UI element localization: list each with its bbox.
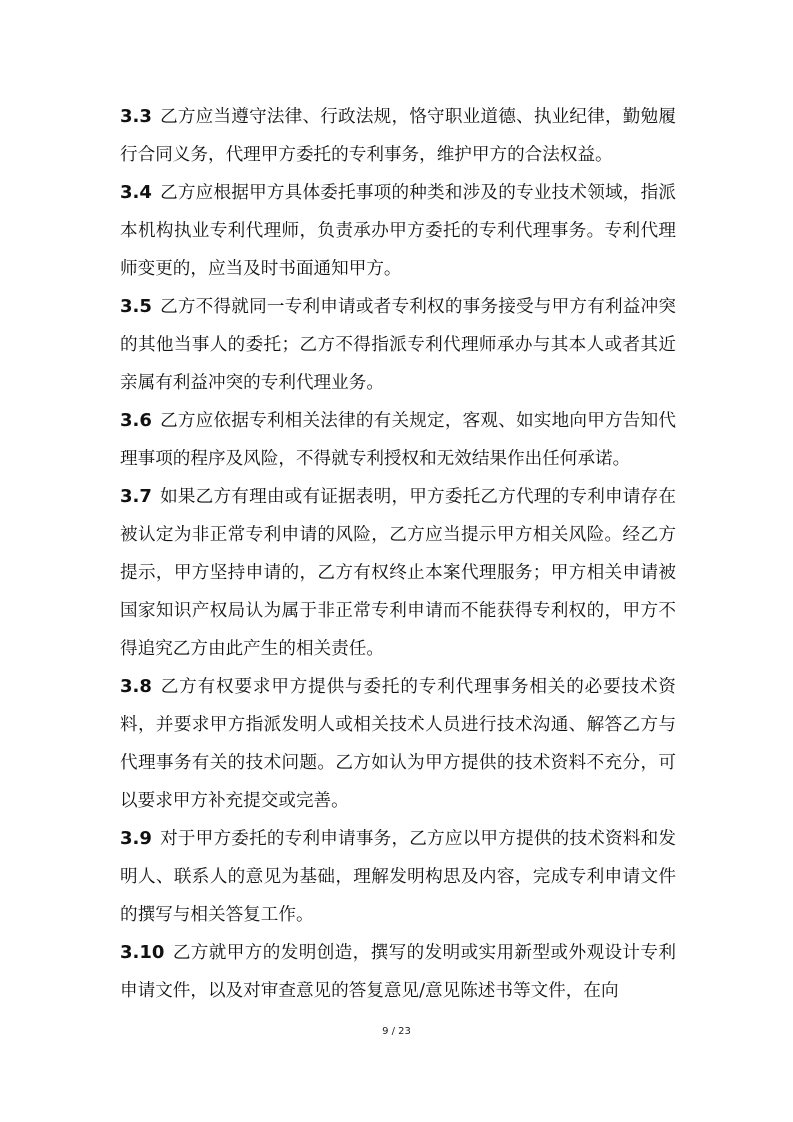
clause-text: 乙方应依据专利相关法律的有关规定，客观、如实地向甲方告知代理事项的程序及风险，不得就专利授权和无效结果作出任何承诺。 — [120, 411, 676, 469]
clause-text: 乙方就甲方的发明创造，撰写的发明或实用新型或外观设计专利申请文件，以及对审查意见的答复意见/意见陈述书等文件，在向 — [120, 943, 676, 1001]
clause-number: 3.6 — [120, 410, 152, 431]
clause-text: 对于甲方委托的专利申请事务，乙方应以甲方提供的技术资料和发明人、联系人的意见为基础，理解发明构思及内容，完成专利申请文件的撰写与相关答复工作。 — [120, 829, 676, 925]
clause-3-6 — [120, 402, 676, 478]
clause-3-3 — [120, 98, 676, 174]
clause-text: 乙方有权要求甲方提供与委托的专利代理事务相关的必要技术资料，并要求甲方指派发明人或相关技术人员进行技术沟通、解答乙方与代理事务有关的技术问题。乙方如认为甲方提供的技术资料不充分，可以要求甲方补充提交或完善。 — [120, 677, 676, 811]
clause-text: 如果乙方有理由或有证据表明，甲方委托乙方代理的专利申请存在被认定为非正常专利申请的风险，乙方应当提示甲方相关风险。经乙方提示，甲方坚持申请的，乙方有权终止本案代理服务；甲方相关申请被国家知识产权局认为属于非正常专利申请而不能获得专利权的，甲方不得追究乙方由此产生的相关责任。 — [120, 487, 676, 659]
clause-text: 乙方不得就同一专利申请或者专利权的事务接受与甲方有利益冲突的其他当事人的委托；乙方不得指派专利代理师承办与其本人或者其近亲属有利益冲突的专利代理业务。 — [120, 297, 676, 393]
page-number: 9 / 23 — [382, 1026, 411, 1037]
clause-3-9 — [120, 820, 676, 934]
clause-number: 3.4 — [120, 182, 152, 203]
clause-number: 3.8 — [120, 676, 152, 697]
clause-number: 3.10 — [120, 942, 165, 963]
clause-3-10 — [120, 934, 676, 1010]
clause-number: 3.5 — [120, 296, 152, 317]
clause-text: 乙方应根据甲方具体委托事项的种类和涉及的专业技术领域，指派本机构执业专利代理师，负责承办甲方委托的专利代理事务。专利代理师变更的，应当及时书面通知甲方。 — [120, 183, 676, 279]
document-body — [120, 98, 676, 1010]
clause-number: 3.9 — [120, 828, 152, 849]
clause-3-7 — [120, 478, 676, 668]
clause-3-5 — [120, 288, 676, 402]
clause-3-4 — [120, 174, 676, 288]
clause-3-8 — [120, 668, 676, 820]
clause-text: 乙方应当遵守法律、行政法规，恪守职业道德、执业纪律，勤勉履行合同义务，代理甲方委托的专利事务，维护甲方的合法权益。 — [120, 107, 676, 165]
clause-number: 3.3 — [120, 106, 152, 127]
clause-number: 3.7 — [120, 486, 152, 507]
